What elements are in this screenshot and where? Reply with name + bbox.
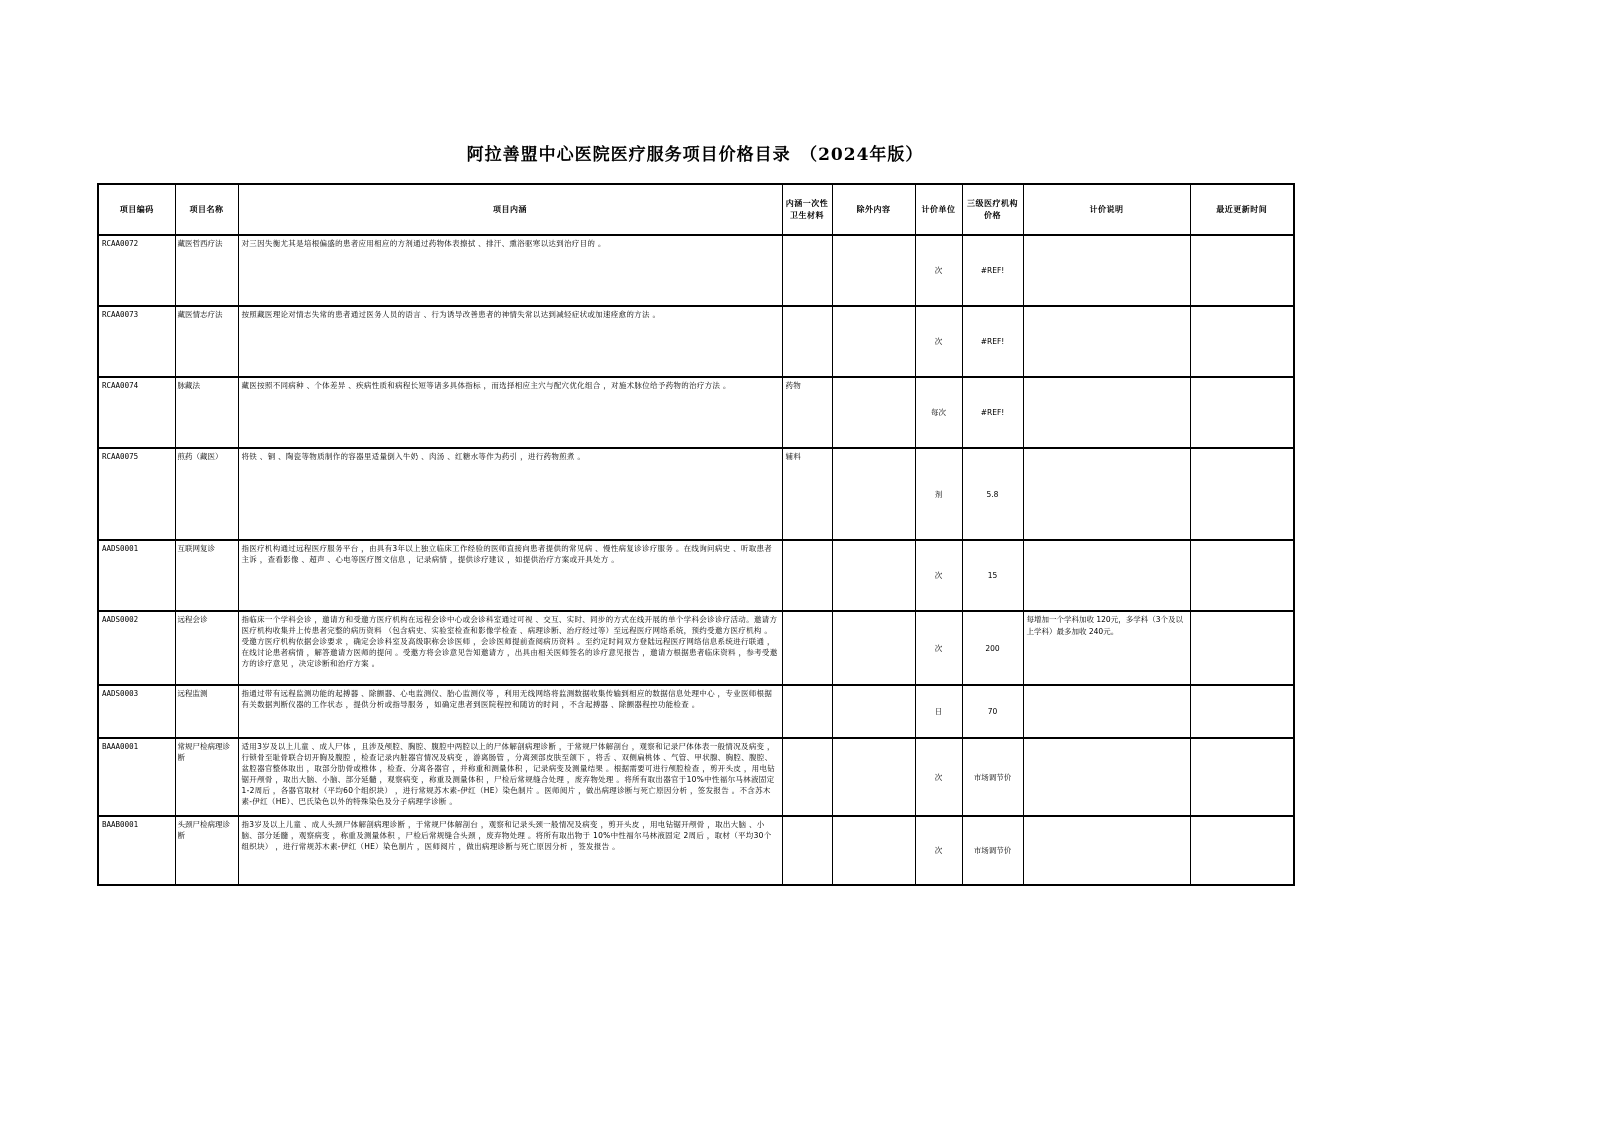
header-unit: 计价单位 [915,184,962,235]
cell-note [1023,685,1190,738]
header-updated: 最近更新时间 [1190,184,1294,235]
cell-exclusion [832,685,915,738]
cell-unit: 次 [915,306,962,377]
cell-project-code: RCAA0075 [98,448,175,540]
table-row [98,738,1294,816]
cell-project-name: 藏医哲西疗法 [175,235,238,306]
cell-note [1023,306,1190,377]
cell-unit: 次 [915,235,962,306]
cell-material [782,306,832,377]
cell-note [1023,540,1190,611]
cell-material [782,235,832,306]
cell-project-content: 将铁 、铜 、陶瓷等物质制作的容器里适量倒入牛奶 、肉汤 、红糖水等作为药引 ，进行药物煎煮 。 [238,448,782,540]
cell-unit: 每次 [915,377,962,448]
cell-project-content: 适用3岁及以上儿童 、成人尸体 ，且涉及颅腔、胸腔、腹腔中两腔以上的尸体解剖病理诊断 ，于常规尸体解剖台 ，观察和记录尸体体表一般情况及病变 ，行锁骨至耻骨联合切开胸及腹腔 ，检查记录内脏器官情况及病变 ，游离肠管 ，分离颈部皮肤至颌下 ，将舌 、双侧扁桃体 、气管、甲状腺、胸腔、腹腔、盆腔器官整体取出 ，取部分肋骨或椎体 ，检查、分离各器官 ，并称重和测量体积 ，记录病变及测量结果 。根据需要可进行颅腔检查 ，剪开头皮 ，用电钻锯开颅骨 ，取出大脑、小脑、部分延髓 ，观察病变 ，称重及测量体积 ，尸检后常规缝合处理 ，废弃物处理 。将所有取出器官于10%中性福尔马林液固定 1-2周后 ，各器官取材（平均60个组织块） ，进行常规苏木素-伊红（HE）染色制片 。医师阅片 ，做出病理诊断与死亡原因分析 ，签发报告 。不含苏木素-伊红（HE）、巴氏染色以外的特殊染色及分子病理学诊断 。 [238,738,782,816]
cell-updated [1190,685,1294,738]
header-exclusion: 除外内容 [832,184,915,235]
cell-exclusion [832,448,915,540]
header-project-code: 项目编码 [98,184,175,235]
cell-project-content: 指医疗机构通过远程医疗服务平台 ，由具有3年以上独立临床工作经验的医师直接向患者提供的常见病 、慢性病复诊诊疗服务 。在线询问病史 、听取患者主诉 ，查看影像 、超声 、心电等医疗图文信息 ，记录病情 ，提供诊疗建议 ，如提供治疗方案或开具处方 。 [238,540,782,611]
cell-updated [1190,611,1294,685]
cell-unit: 次 [915,816,962,885]
table-row [98,306,1294,377]
cell-material: 药物 [782,377,832,448]
cell-project-code: BAAA0001 [98,738,175,816]
cell-price: 市场调节价 [962,738,1023,816]
cell-material [782,540,832,611]
cell-project-code: AADS0002 [98,611,175,685]
cell-unit: 日 [915,685,962,738]
cell-exclusion [832,540,915,611]
cell-project-name: 脉藏法 [175,377,238,448]
cell-project-name: 煎药（藏医） [175,448,238,540]
cell-exclusion [832,738,915,816]
cell-project-name: 远程监测 [175,685,238,738]
cell-project-content: 藏医按照不同病种 、个体差异 、疾病性质和病程长短等诸多具体指标 ，而选择相应主穴与配穴优化组合 ，对施术脉位给予药物的治疗方法 。 [238,377,782,448]
cell-material [782,738,832,816]
cell-project-code: RCAA0073 [98,306,175,377]
cell-updated [1190,448,1294,540]
page-title: 阿拉善盟中心医院医疗服务项目价格目录 （2024年版） [466,145,924,165]
table-row [98,685,1294,738]
cell-updated [1190,816,1294,885]
cell-updated [1190,540,1294,611]
cell-project-name: 头颈尸检病理诊断 [175,816,238,885]
table-row [98,816,1294,885]
table-row [98,540,1294,611]
table-row [98,235,1294,306]
cell-project-name: 藏医情志疗法 [175,306,238,377]
cell-project-content: 指临床一个学科会诊 ，邀请方和受邀方医疗机构在远程会诊中心或会诊科室通过可视 、交互、实时、同步的方式在线开展的单个学科会诊诊疗活动。邀请方医疗机构收集并上传患者完整的病历资料 （包含病史、实验室检查和影像学检查 、病理诊断、治疗经过等）至远程医疗网络系统，预约受邀方医疗机构 。受邀方医疗机构依据会诊要求 ，确定会诊科室及高级职称会诊医师 ，会诊医师提前查阅病历资料 。至约定时间双方登陆远程医疗网络信息系统进行联通 ，在线讨论患者病情 ，解答邀请方医师的提问 。受邀方将会诊意见告知邀请方 ，出具由相关医师签名的诊疗意见报告 ，邀请方根据患者临床资料 ，参考受邀方的诊疗意见 ，决定诊断和治疗方案 。 [238,611,782,685]
cell-note [1023,235,1190,306]
header-project-name: 项目名称 [175,184,238,235]
cell-price: #REF! [962,377,1023,448]
cell-exclusion [832,816,915,885]
cell-unit: 次 [915,540,962,611]
cell-unit: 次 [915,611,962,685]
header-project-content: 项目内涵 [238,184,782,235]
cell-price: #REF! [962,235,1023,306]
cell-project-content: 对三因失衡尤其是培根偏盛的患者应用相应的方剂通过药物体表擦拭 、排汗、熏浴驱寒以达到治疗目的 。 [238,235,782,306]
cell-note [1023,448,1190,540]
cell-price: 70 [962,685,1023,738]
cell-price: 200 [962,611,1023,685]
cell-price: 5.8 [962,448,1023,540]
table-row [98,377,1294,448]
cell-material: 辅料 [782,448,832,540]
table-row [98,611,1294,685]
cell-note [1023,816,1190,885]
cell-project-content: 指3岁及以上儿童 、成人头颈尸体解剖病理诊断 ，于常规尸体解剖台 ，观察和记录头颈一般情况及病变 ，剪开头皮 ，用电钻锯开颅骨 ，取出大脑 、小脑、部分延髓 ，观察病变 ，称重及测量体积 ，尸检后常规缝合头颈 ，废弃物处理 。将所有取出物于 10%中性福尔马林液固定 2周后 ，取材（平均30个组织块） ，进行常规苏木素-伊红（HE）染色制片 ，医师阅片 ，做出病理诊断与死亡原因分析 ，签发报告 。 [238,816,782,885]
cell-project-code: RCAA0074 [98,377,175,448]
header-note: 计价说明 [1023,184,1190,235]
cell-exclusion [832,377,915,448]
cell-note [1023,738,1190,816]
header-row [98,184,1294,235]
cell-exclusion [832,611,915,685]
cell-project-code: AADS0001 [98,540,175,611]
cell-unit: 剂 [915,448,962,540]
cell-project-name: 远程会诊 [175,611,238,685]
cell-exclusion [832,306,915,377]
cell-updated [1190,306,1294,377]
cell-project-code: AADS0003 [98,685,175,738]
price-catalog-table [97,183,1295,886]
cell-exclusion [832,235,915,306]
cell-project-name: 互联网复诊 [175,540,238,611]
header-price: 三级医疗机构价格 [962,184,1023,235]
cell-project-name: 常规尸检病理诊断 [175,738,238,816]
header-material: 内涵一次性卫生材料 [782,184,832,235]
cell-updated [1190,738,1294,816]
cell-material [782,611,832,685]
table-row [98,448,1294,540]
cell-updated [1190,377,1294,448]
cell-price: 市场调节价 [962,816,1023,885]
cell-price: #REF! [962,306,1023,377]
cell-price: 15 [962,540,1023,611]
cell-material [782,816,832,885]
cell-note [1023,377,1190,448]
cell-project-content: 按照藏医理论对情志失常的患者通过医务人员的语言 、行为诱导改善患者的神情失常以达到减轻症状或加速痊愈的方法 。 [238,306,782,377]
cell-material [782,685,832,738]
cell-note: 每增加一个学科加收 120元，多学科（3个及以上学科）最多加收 240元。 [1023,611,1190,685]
cell-project-content: 指通过带有远程监测功能的起搏器 、除颤器、心电监测仪、胎心监测仪等 ，利用无线网络将监测数据收集传输到相应的数据信息处理中心 ，专业医师根据有关数据判断仪器的工作状态 ，提供分析或指导服务 ，如确定患者到医院程控和随访的时间 ，不含起搏器 、除颤器程控功能检查 。 [238,685,782,738]
cell-project-code: BAAB0001 [98,816,175,885]
cell-project-code: RCAA0072 [98,235,175,306]
cell-unit: 次 [915,738,962,816]
cell-updated [1190,235,1294,306]
